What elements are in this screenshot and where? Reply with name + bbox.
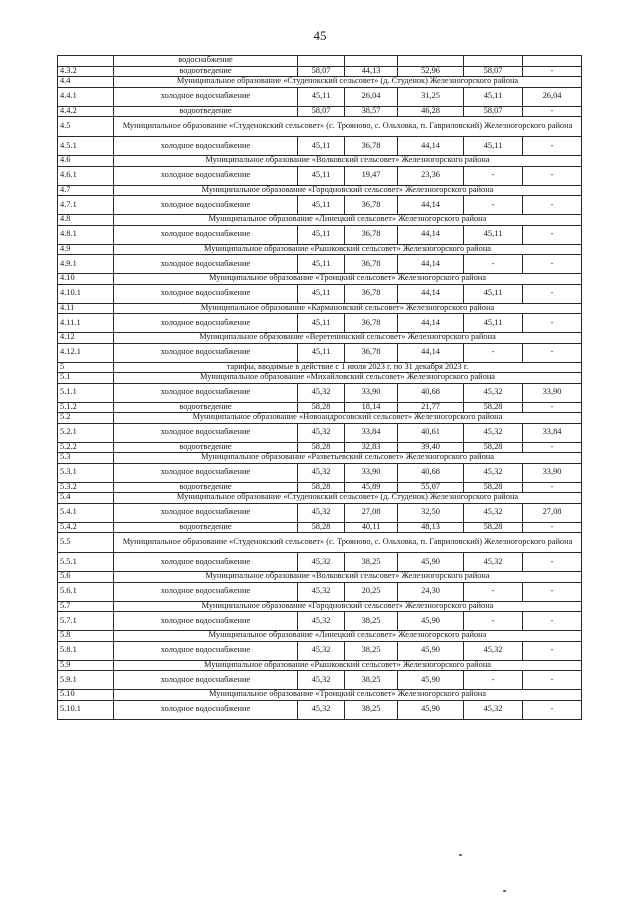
tariff-value: -	[523, 196, 582, 215]
service-name: холодное водоснабжение	[114, 225, 298, 244]
section-header-row	[58, 244, 582, 255]
section-title: Муниципальное образование «Михайловский сельсовет» Железногорского района	[114, 373, 582, 384]
tariff-row	[58, 56, 582, 67]
tariff-value	[398, 56, 464, 67]
tariff-value: 33,90	[345, 383, 398, 402]
tariff-value: -	[464, 612, 523, 631]
tariff-value: 45,11	[298, 166, 345, 185]
row-number: 4.3.2	[58, 66, 114, 77]
tariff-value: 45,32	[298, 423, 345, 442]
section-title: Муниципальное образование «Рышковский сельсовет» Железногорского района	[114, 244, 582, 255]
tariff-value	[523, 56, 582, 67]
tariff-value: 45,32	[298, 503, 345, 522]
section-header-row	[58, 156, 582, 167]
tariff-table-body	[58, 56, 582, 720]
row-number: 4.10.1	[58, 284, 114, 303]
tariff-value: 45,11	[298, 196, 345, 215]
row-number: 5.5.1	[58, 553, 114, 572]
service-name: холодное водоснабжение	[114, 671, 298, 690]
section-title: тарифы, вводимые в действие с 1 июля 2023 г. по 31 декабря 2023 г.	[114, 362, 582, 373]
tariff-value: 32,50	[398, 503, 464, 522]
row-number: 4.8.1	[58, 225, 114, 244]
row-number: 4.4.2	[58, 106, 114, 117]
tariff-value: -	[523, 671, 582, 690]
tariff-table	[57, 55, 582, 720]
row-number: 4.8	[58, 215, 114, 226]
tariff-value: 19,47	[345, 166, 398, 185]
tariff-row	[58, 343, 582, 362]
tariff-value: 27,08	[345, 503, 398, 522]
tariff-value: 45,11	[298, 343, 345, 362]
tariff-value: 55,07	[398, 482, 464, 493]
section-header-row	[58, 373, 582, 384]
row-number: 5	[58, 362, 114, 373]
tariff-value: -	[523, 522, 582, 533]
tariff-value: 38,25	[345, 612, 398, 631]
row-number: 4.4	[58, 77, 114, 88]
tariff-value: 58,28	[464, 442, 523, 453]
tariff-value: 45,11	[298, 87, 345, 106]
section-title: Муниципальное образование «Троицкий сельсовет» Железногорского района	[114, 274, 582, 285]
tariff-value: -	[523, 612, 582, 631]
section-header-row	[58, 413, 582, 424]
row-number: 4.5.1	[58, 137, 114, 156]
tariff-value: 45,11	[298, 137, 345, 156]
tariff-value: -	[523, 166, 582, 185]
row-number: 5.1.1	[58, 383, 114, 402]
service-name: холодное водоснабжение	[114, 314, 298, 333]
tariff-value: 58,28	[464, 482, 523, 493]
tariff-row	[58, 402, 582, 413]
section-title: Муниципальное образование «Студенокский сельсовет» (с. Трояново, с. Ольховка, п. Гавриловский) Железногорского района	[114, 117, 582, 137]
tariff-value: 45,32	[298, 553, 345, 572]
tariff-value: 39,40	[398, 442, 464, 453]
tariff-row	[58, 196, 582, 215]
service-name: водоотведение	[114, 522, 298, 533]
section-title: Муниципальное образование «Веретенинский сельсовет» Железногорского района	[114, 333, 582, 344]
service-name: холодное водоснабжение	[114, 87, 298, 106]
tariff-row	[58, 423, 582, 442]
tariff-row	[58, 641, 582, 660]
row-number: 5.6.1	[58, 582, 114, 601]
tariff-value: 45,11	[298, 314, 345, 333]
tariff-row	[58, 255, 582, 274]
section-header-row	[58, 660, 582, 671]
tariff-value: 36,78	[345, 255, 398, 274]
tariff-value: 45,90	[398, 641, 464, 660]
row-number: 4.7.1	[58, 196, 114, 215]
scan-speck	[459, 854, 462, 856]
section-title: Муниципальное образование «Волковский сельсовет» Железногорского района	[114, 572, 582, 583]
row-number: 4.6.1	[58, 166, 114, 185]
row-number: 4.9	[58, 244, 114, 255]
service-name: холодное водоснабжение	[114, 553, 298, 572]
row-number: 5.9	[58, 660, 114, 671]
tariff-value: 45,11	[464, 284, 523, 303]
tariff-value: 58,28	[298, 442, 345, 453]
service-name: водоснабжение	[114, 56, 298, 67]
section-title: Муниципальное образование «Линецкий сельсовет» Железногорского района	[114, 631, 582, 642]
tariff-value: 45,32	[464, 700, 523, 719]
tariff-value: 44,14	[398, 284, 464, 303]
tariff-value: -	[464, 166, 523, 185]
row-number: 5.4.1	[58, 503, 114, 522]
tariff-value: 31,25	[398, 87, 464, 106]
tariff-value: -	[464, 671, 523, 690]
tariff-value: 45,11	[298, 225, 345, 244]
section-header-row	[58, 601, 582, 612]
tariff-value: 45,32	[298, 671, 345, 690]
tariff-value: -	[523, 314, 582, 333]
tariff-value: 45,11	[464, 225, 523, 244]
row-number: 5.9.1	[58, 671, 114, 690]
tariff-value: 38,57	[345, 106, 398, 117]
tariff-value: -	[464, 582, 523, 601]
service-name: холодное водоснабжение	[114, 137, 298, 156]
row-number: 4.9.1	[58, 255, 114, 274]
section-title: Муниципальное образование «Студенокский сельсовет» (с. Трояново, с. Ольховка, п. Гавриловский) Железногорского района	[114, 533, 582, 553]
row-number: 5.4	[58, 493, 114, 504]
row-number: 5.1.2	[58, 402, 114, 413]
tariff-value: 44,14	[398, 137, 464, 156]
section-title: Муниципальное образование «Линецкий сельсовет» Железногорского района	[114, 215, 582, 226]
row-number: 4.12.1	[58, 343, 114, 362]
tariff-value: -	[523, 442, 582, 453]
service-name: холодное водоснабжение	[114, 503, 298, 522]
tariff-value: -	[523, 641, 582, 660]
tariff-value: 26,04	[345, 87, 398, 106]
tariff-value: -	[523, 225, 582, 244]
tariff-value: 44,14	[398, 255, 464, 274]
tariff-value: 44,14	[398, 225, 464, 244]
service-name: холодное водоснабжение	[114, 196, 298, 215]
section-header-row	[58, 572, 582, 583]
row-number: 5.3.1	[58, 463, 114, 482]
tariff-value: 45,11	[298, 284, 345, 303]
tariff-value: 45,32	[298, 463, 345, 482]
section-title: Муниципальное образование «Студенокский сельсовет» (д. Студенок) Железногорского района	[114, 77, 582, 88]
tariff-value: 44,13	[345, 66, 398, 77]
tariff-value: 24,30	[398, 582, 464, 601]
tariff-row	[58, 503, 582, 522]
tariff-value: 52,96	[398, 66, 464, 77]
tariff-value: 33,90	[523, 383, 582, 402]
row-number: 4.5	[58, 117, 114, 137]
service-name: водоотведение	[114, 402, 298, 413]
row-number: 5.8.1	[58, 641, 114, 660]
tariff-value: 48,13	[398, 522, 464, 533]
row-number: 5.2.2	[58, 442, 114, 453]
service-name: холодное водоснабжение	[114, 383, 298, 402]
tariff-row	[58, 700, 582, 719]
tariff-value: 45,32	[464, 553, 523, 572]
tariff-row	[58, 671, 582, 690]
tariff-value: -	[523, 343, 582, 362]
tariff-value: 45,90	[398, 553, 464, 572]
service-name: водоотведение	[114, 66, 298, 77]
tariff-value: 32,83	[345, 442, 398, 453]
service-name: холодное водоснабжение	[114, 423, 298, 442]
tariff-value	[345, 56, 398, 67]
tariff-value: 44,14	[398, 196, 464, 215]
tariff-value: -	[523, 284, 582, 303]
tariff-value: -	[464, 343, 523, 362]
row-number: 4.4.1	[58, 87, 114, 106]
tariff-value: 45,11	[464, 314, 523, 333]
row-number: 5.5	[58, 533, 114, 553]
tariff-value: 45,32	[298, 383, 345, 402]
section-title: Муниципальное образование «Новоандросовский сельсовет» Железногорского района	[114, 413, 582, 424]
tariff-value: -	[523, 255, 582, 274]
tariff-value: 36,78	[345, 196, 398, 215]
service-name: холодное водоснабжение	[114, 641, 298, 660]
section-header-row	[58, 453, 582, 464]
section-header-row	[58, 690, 582, 701]
section-header-row	[58, 333, 582, 344]
section-header-row	[58, 533, 582, 553]
row-number: 5.4.2	[58, 522, 114, 533]
section-title: Муниципальное образование «Троицкий сельсовет» Железногорского района	[114, 690, 582, 701]
tariff-value: 45,90	[398, 671, 464, 690]
tariff-value: 27,08	[523, 503, 582, 522]
row-number: 4.11	[58, 303, 114, 314]
tariff-value: 26,04	[523, 87, 582, 106]
tariff-value: 38,25	[345, 553, 398, 572]
tariff-value: -	[523, 482, 582, 493]
tariff-value: 36,78	[345, 284, 398, 303]
tariff-value: 58,28	[298, 402, 345, 413]
tariff-value: 58,07	[298, 106, 345, 117]
row-number: 4.10	[58, 274, 114, 285]
service-name: холодное водоснабжение	[114, 612, 298, 631]
service-name: холодное водоснабжение	[114, 343, 298, 362]
tariff-value: 45,32	[464, 641, 523, 660]
tariff-row	[58, 553, 582, 572]
row-number: 5.10.1	[58, 700, 114, 719]
tariff-value: 45,32	[464, 463, 523, 482]
section-header-row	[58, 493, 582, 504]
tariff-value: 18,14	[345, 402, 398, 413]
tariff-value: 20,25	[345, 582, 398, 601]
tariff-value: 45,32	[298, 641, 345, 660]
tariff-value: 58,07	[298, 66, 345, 77]
service-name: холодное водоснабжение	[114, 463, 298, 482]
row-number: 4.11.1	[58, 314, 114, 333]
row-number: 4.12	[58, 333, 114, 344]
service-name: холодное водоснабжение	[114, 582, 298, 601]
row-number: 5.6	[58, 572, 114, 583]
tariff-value: -	[464, 255, 523, 274]
tariff-value: 46,28	[398, 106, 464, 117]
tariff-value: -	[523, 66, 582, 77]
tariff-value: 40,61	[398, 423, 464, 442]
tariff-value: -	[464, 196, 523, 215]
section-title: Муниципальное образование «Городновский сельсовет» Железногорского района	[114, 185, 582, 196]
tariff-value: 36,78	[345, 137, 398, 156]
tariff-value: 44,14	[398, 314, 464, 333]
tariff-value: 36,78	[345, 343, 398, 362]
tariff-value: 45,11	[464, 137, 523, 156]
section-title: Муниципальное образование «Разветьевский сельсовет» Железногорского района	[114, 453, 582, 464]
section-header-row	[58, 303, 582, 314]
tariff-value: 45,32	[464, 503, 523, 522]
tariff-row	[58, 166, 582, 185]
tariff-value: -	[523, 700, 582, 719]
tariff-row	[58, 106, 582, 117]
tariff-value: 36,78	[345, 225, 398, 244]
tariff-row	[58, 463, 582, 482]
tariff-value: 45,32	[464, 423, 523, 442]
row-number: 5.2.1	[58, 423, 114, 442]
row-number: 5.8	[58, 631, 114, 642]
tariff-row	[58, 522, 582, 533]
tariff-value: 40,68	[398, 463, 464, 482]
tariff-value: 58,28	[298, 482, 345, 493]
tariff-value: -	[523, 582, 582, 601]
tariff-value: 45,32	[298, 700, 345, 719]
tariff-value: 40,11	[345, 522, 398, 533]
tariff-value: 36,78	[345, 314, 398, 333]
section-header-row	[58, 215, 582, 226]
tariff-value: 58,28	[464, 522, 523, 533]
section-header-row	[58, 185, 582, 196]
row-number: 5.10	[58, 690, 114, 701]
service-name: водоотведение	[114, 482, 298, 493]
tariff-value: 58,28	[298, 522, 345, 533]
tariff-row	[58, 137, 582, 156]
tariff-row	[58, 442, 582, 453]
tariff-value: -	[523, 402, 582, 413]
section-header-row	[58, 117, 582, 137]
tariff-value: 40,68	[398, 383, 464, 402]
service-name: холодное водоснабжение	[114, 700, 298, 719]
row-number: 5.7	[58, 601, 114, 612]
row-number: 5.2	[58, 413, 114, 424]
tariff-value	[464, 56, 523, 67]
tariff-value: 33,84	[345, 423, 398, 442]
tariff-row	[58, 383, 582, 402]
tariff-value: 38,25	[345, 641, 398, 660]
tariff-value: 33,84	[523, 423, 582, 442]
tariff-value: 23,36	[398, 166, 464, 185]
tariff-row	[58, 482, 582, 493]
section-title: Муниципальное образование «Городновский сельсовет» Железногорского района	[114, 601, 582, 612]
section-title: Муниципальное образование «Рышковский сельсовет» Железногорского района	[114, 660, 582, 671]
tariff-row	[58, 612, 582, 631]
service-name: водоотведение	[114, 106, 298, 117]
tariff-row	[58, 87, 582, 106]
tariff-value: 21,77	[398, 402, 464, 413]
tariff-value: 58,07	[464, 66, 523, 77]
page-number: 45	[313, 28, 327, 43]
tariff-value: 33,90	[523, 463, 582, 482]
row-number	[58, 56, 114, 67]
tariff-row	[58, 66, 582, 77]
tariff-value: 45,90	[398, 612, 464, 631]
tariff-value: 45,89	[345, 482, 398, 493]
row-number: 4.7	[58, 185, 114, 196]
section-title: Муниципальное образование «Волковский сельсовет» Железногорского района	[114, 156, 582, 167]
section-header-row	[58, 274, 582, 285]
service-name: холодное водоснабжение	[114, 284, 298, 303]
section-title: Муниципальное образование «Кармановский сельсовет» Железногорского района	[114, 303, 582, 314]
tariff-value: 38,25	[345, 671, 398, 690]
tariff-row	[58, 284, 582, 303]
tariff-row	[58, 314, 582, 333]
tariff-value	[298, 56, 345, 67]
tariff-row	[58, 582, 582, 601]
tariff-value: -	[523, 137, 582, 156]
tariff-value: 33,90	[345, 463, 398, 482]
section-header-row	[58, 77, 582, 88]
service-name: холодное водоснабжение	[114, 255, 298, 274]
tariff-value: 58,07	[464, 106, 523, 117]
tariff-value: -	[523, 106, 582, 117]
row-number: 5.7.1	[58, 612, 114, 631]
service-name: холодное водоснабжение	[114, 166, 298, 185]
tariff-value: 45,32	[464, 383, 523, 402]
tariff-value: 45,11	[464, 87, 523, 106]
tariff-value: 58,28	[464, 402, 523, 413]
section-header-row	[58, 631, 582, 642]
row-number: 5.3.2	[58, 482, 114, 493]
row-number: 5.1	[58, 373, 114, 384]
tariff-value: 38,25	[345, 700, 398, 719]
tariff-value: 45,90	[398, 700, 464, 719]
tariff-value: 45,11	[298, 255, 345, 274]
section-title: Муниципальное образование «Студенокский сельсовет» (д. Студенок) Железногорского района	[114, 493, 582, 504]
section-header-row	[58, 362, 582, 373]
row-number: 5.3	[58, 453, 114, 464]
service-name: водоотведение	[114, 442, 298, 453]
tariff-value: -	[523, 553, 582, 572]
row-number: 4.6	[58, 156, 114, 167]
tariff-value: 44,14	[398, 343, 464, 362]
tariff-value: 45,32	[298, 582, 345, 601]
tariff-row	[58, 225, 582, 244]
scan-speck	[503, 890, 506, 892]
tariff-value: 45,32	[298, 612, 345, 631]
